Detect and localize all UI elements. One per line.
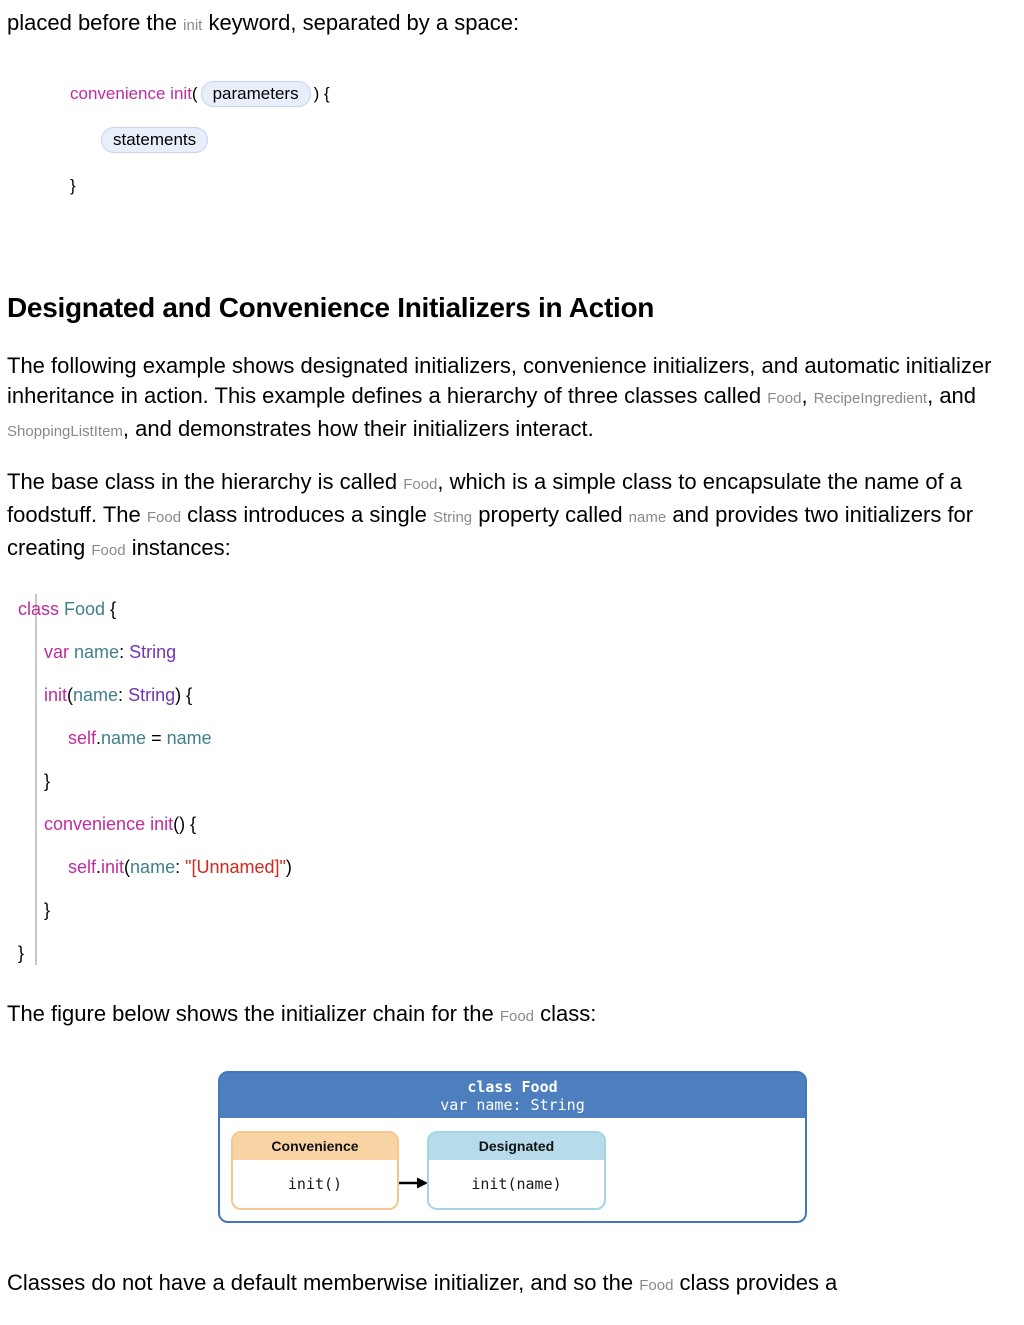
- text-run: The base class in the hierarchy is called: [7, 469, 404, 494]
- paragraph-base-class: [7, 467, 1010, 566]
- text-run: Classes do not have a default memberwise initializer, and so the: [7, 1270, 640, 1295]
- snippet-line-2: [70, 117, 1024, 163]
- type-token: name: [74, 642, 120, 662]
- paragraph-example-overview: [7, 351, 1010, 447]
- diagram-class-property: var name: String: [440, 1096, 585, 1114]
- text-run: instances:: [125, 535, 231, 560]
- plain-token: () {: [173, 814, 197, 834]
- plain-token: ) {: [313, 84, 330, 103]
- inline-code: Food: [499, 1008, 535, 1025]
- keyword-token: init: [44, 685, 68, 705]
- code-line: [0, 674, 1024, 717]
- inline-code: ShoppingListItem: [7, 423, 123, 440]
- keyword-token: convenience init: [70, 84, 192, 103]
- keyword-token: class: [18, 599, 60, 619]
- snippet-line-1: [70, 71, 1024, 117]
- text-run: , and demonstrates how their initializers interact.: [122, 416, 594, 441]
- section-heading: Designated and Convenience Initializers in Action: [7, 292, 655, 323]
- keyword-token: init: [101, 857, 125, 877]
- delegation-arrow-icon: [399, 1176, 429, 1195]
- code-line: [0, 717, 1024, 760]
- code-line: [0, 932, 1024, 975]
- inline-code: RecipeIngredient: [813, 390, 928, 407]
- text-run: placed before the: [7, 10, 184, 35]
- type-token: name: [130, 857, 176, 877]
- inline-code: name: [628, 509, 667, 526]
- diagram-class-header: [220, 1073, 805, 1118]
- snippet-line-3: [70, 163, 1024, 209]
- plain-token: (: [191, 84, 198, 103]
- intro-paragraph: [7, 8, 1010, 41]
- code-line: [0, 803, 1024, 846]
- plain-token: }: [70, 176, 76, 195]
- keyword-token: self: [68, 728, 97, 748]
- text-run: class provides a: [673, 1270, 838, 1295]
- document-page: [0, 8, 1024, 1325]
- text-run: The following example shows designated initializers, convenience initializers, and automatic initializer inheritance in action. This example defines a hierarchy of three classes called: [7, 353, 992, 408]
- initializer-chain-diagram: [218, 1071, 807, 1223]
- inline-code: Food: [767, 390, 802, 407]
- convenience-initializer-box: [231, 1131, 399, 1210]
- text-run: keyword, separated by a space:: [202, 10, 520, 35]
- text-run: class introduces a single: [181, 502, 433, 527]
- plain-token: ): [285, 857, 292, 877]
- designated-box-code: init(name): [471, 1175, 562, 1193]
- plain-token: (: [124, 857, 131, 877]
- plain-token: ) {: [175, 685, 193, 705]
- type-token: name: [73, 685, 119, 705]
- string-literal-token: "[Unnamed]": [185, 857, 286, 877]
- plain-token: :: [118, 685, 129, 705]
- syntax-snippet: [70, 71, 1024, 209]
- text-run: , and: [927, 383, 977, 408]
- keyword-token: var: [44, 642, 70, 662]
- paragraph-figure-intro: [7, 999, 1010, 1032]
- type-token: name: [101, 728, 147, 748]
- code-line: [0, 760, 1024, 803]
- plain-token: }: [44, 900, 51, 920]
- plain-token: {: [105, 599, 117, 619]
- code-line: [0, 631, 1024, 674]
- code-line: [0, 588, 1024, 631]
- inline-code: init: [183, 17, 203, 34]
- inline-code: String: [432, 509, 473, 526]
- text-run: property called: [472, 502, 629, 527]
- text-run: The figure below shows the initializer chain for the: [7, 1001, 500, 1026]
- code-line: [0, 889, 1024, 932]
- outro-paragraph: [7, 1268, 1010, 1301]
- text-run: class:: [534, 1001, 597, 1026]
- code-line: [0, 846, 1024, 889]
- inline-code: Food: [91, 542, 126, 559]
- plain-token: :: [119, 642, 130, 662]
- type-token: Food: [64, 599, 106, 619]
- designated-initializer-box: [427, 1131, 606, 1210]
- type-token: name: [166, 728, 212, 748]
- plain-token: .: [96, 728, 102, 748]
- syntax-placeholder-pill: statements: [101, 127, 208, 153]
- plain-token: =: [146, 728, 167, 748]
- designated-box-label: Designated: [429, 1133, 604, 1160]
- inline-code: Food: [146, 509, 182, 526]
- convenience-box-code: init(): [287, 1175, 343, 1193]
- plain-token: .: [96, 857, 102, 877]
- text-run: ,: [801, 383, 814, 408]
- code-listing: [0, 588, 1024, 975]
- plain-token: }: [18, 943, 25, 963]
- keyword-token: self: [68, 857, 97, 877]
- inline-code: Food: [639, 1277, 674, 1294]
- diagram-class-title: class Food: [467, 1078, 558, 1096]
- syntax-placeholder-pill: parameters: [201, 81, 311, 107]
- text-run: , which is a simple class to encapsulate the name of a foodstuff. The: [7, 469, 963, 527]
- text-run: and provides two initializers for creating: [7, 502, 974, 560]
- convenience-box-label: Convenience: [233, 1133, 397, 1160]
- plain-token: (: [67, 685, 74, 705]
- plain-token: }: [44, 771, 51, 791]
- purple-type-token: String: [128, 685, 176, 705]
- inline-code: Food: [403, 476, 438, 493]
- purple-type-token: String: [129, 642, 177, 662]
- plain-token: :: [175, 857, 186, 877]
- keyword-token: convenience init: [44, 814, 174, 834]
